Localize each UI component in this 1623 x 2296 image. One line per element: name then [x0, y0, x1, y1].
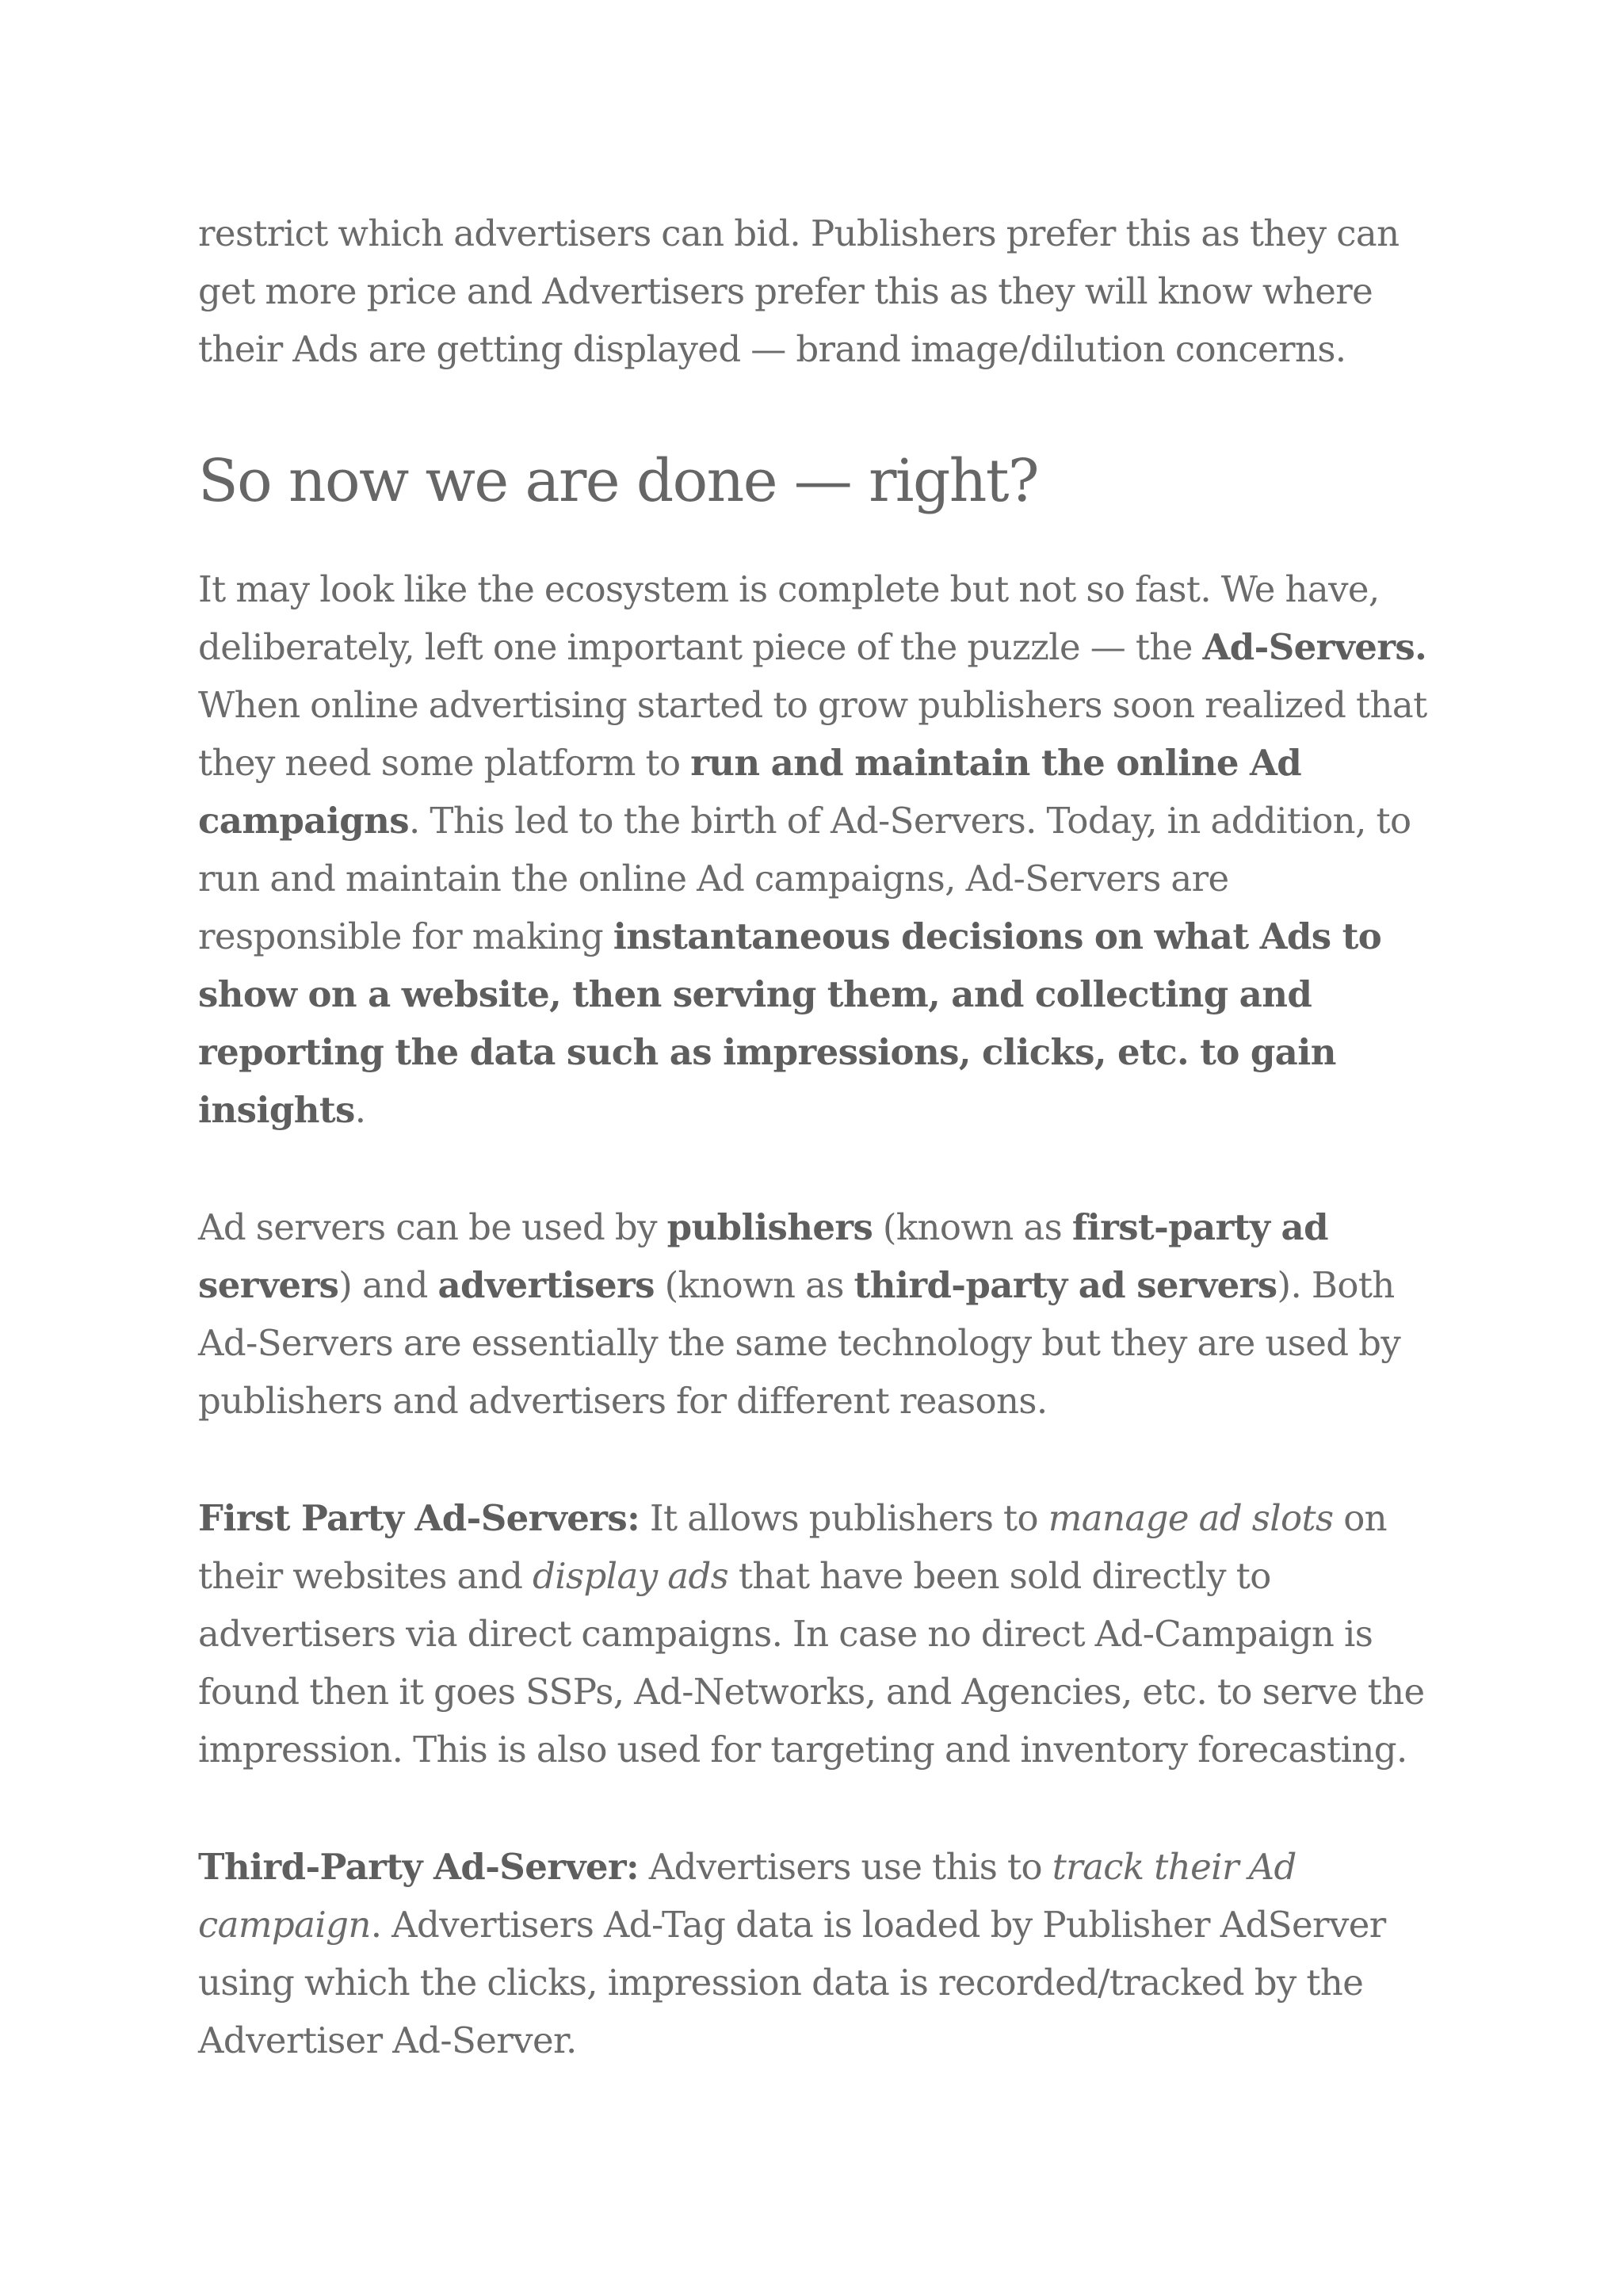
article-body: [198, 204, 1442, 2129]
bold-advertisers: advertisers: [437, 1264, 655, 1306]
bold-ad-servers: Ad-Servers.: [1202, 626, 1427, 668]
bold-run-maintain: run and maintain the online Ad campaigns: [198, 742, 1302, 842]
bold-third-party-label: Third-Party Ad-Server:: [198, 1846, 640, 1888]
third-party-paragraph: [198, 1838, 1442, 2069]
ad-servers-paragraph: [198, 560, 1442, 1139]
ad-server-types-paragraph: [198, 1198, 1442, 1430]
text-run: When online advertising started to grow publishers soon realized that they need some platform to: [198, 684, 1427, 784]
text-run: . Advertisers Ad-Tag data is loaded by Publisher AdServer using which the clicks, impression data is recorded/tracked by the Advertiser Ad-Server.: [198, 1904, 1386, 2061]
text-run: on their websites and: [198, 1497, 1388, 1597]
intro-text: restrict which advertisers can bid. Publishers prefer this as they can get more price and Advertisers prefer this as they will know where their Ads are getting displayed — brand image/dilution concerns.: [198, 212, 1400, 370]
text-run: Advertisers use this to: [639, 1846, 1052, 1888]
italic-display-ads: display ads: [532, 1555, 729, 1597]
bold-first-party-label: First Party Ad-Servers:: [198, 1497, 640, 1539]
text-run: (known as: [654, 1264, 854, 1306]
bold-third-party: third-party ad servers: [854, 1264, 1277, 1306]
bold-first-party: first-party ad servers: [198, 1206, 1328, 1306]
text-run: that have been sold directly to advertisers via direct campaigns. In case no direct Ad-Campaign is found then it goes SSPs, Ad-Networks, and Agencies, etc. to serve the impression. This is also used for targeting and inventory forecasting.: [198, 1555, 1425, 1771]
section-heading: So now we are done — right?: [198, 447, 1039, 515]
bold-publishers: publishers: [666, 1206, 873, 1248]
text-run: It allows publishers to: [640, 1497, 1048, 1539]
italic-manage-ad-slots: manage ad slots: [1048, 1497, 1334, 1539]
first-party-paragraph: [198, 1489, 1442, 1778]
text-run: It may look like the ecosystem is complete but not so fast. We have, deliberately, left one important piece of the puzzle — the: [198, 568, 1380, 668]
text-run: ) and: [338, 1264, 438, 1306]
bold-decisions: instantaneous decisions on what Ads to show on a website, then serving them, and collecting and reporting the data such as impressions, clicks, etc. to gain insights: [198, 915, 1382, 1131]
text-run: . This led to the birth of Ad-Servers. Today, in addition, to run and maintain the online Ad campaigns, Ad-Servers are responsible for making: [198, 800, 1411, 957]
text-run: ). Both Ad-Servers are essentially the same technology but they are used by publishers and advertisers for different reasons.: [198, 1264, 1401, 1422]
italic-track-campaign: track their Ad campaign: [198, 1846, 1296, 1946]
text-run: .: [354, 1089, 366, 1131]
text-run: Ad servers can be used by: [198, 1206, 667, 1248]
text-run: (known as: [873, 1206, 1072, 1248]
intro-paragraph: [198, 204, 1442, 378]
